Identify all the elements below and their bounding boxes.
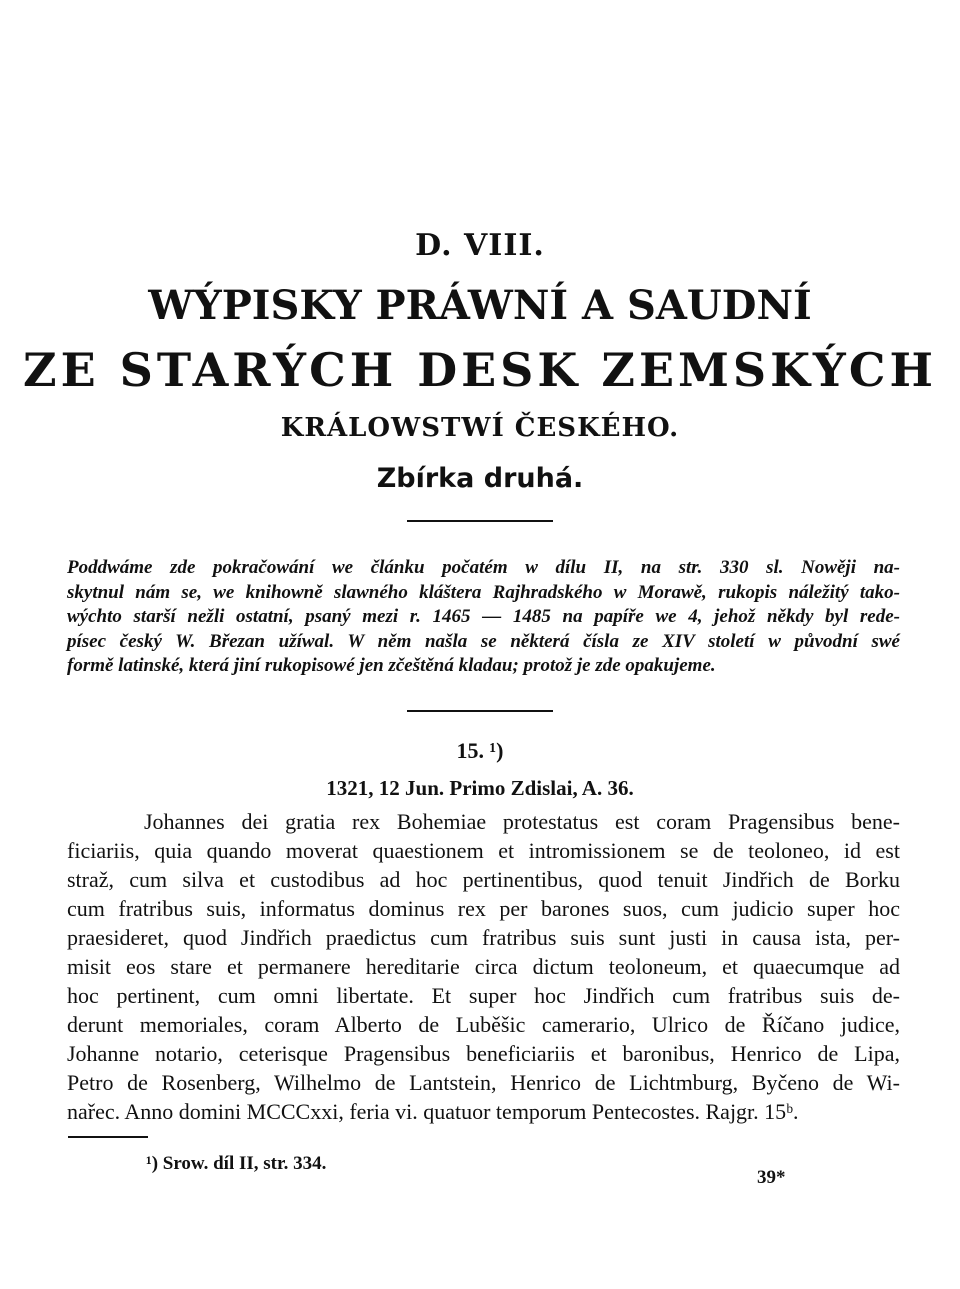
- body-line: praesideret, quod Jindřich praedictus cum fratribus suis sunt justi in causa ista, per-: [67, 925, 900, 950]
- body-line: Johannes dei gratia rex Bohemiae protestatus est coram Pragensibus bene-: [144, 809, 900, 834]
- intro-line: wýchto starší nežli ostatní, psaný mezi r. 1465 — 1485 na papíře we 4, jehož někdy byl rede-: [67, 606, 900, 627]
- title-line-3: KRÁLOWSTWÍ ČESKÉHO.: [280, 413, 680, 443]
- body-line: misit eos stare et permanere hereditarie circa dictum teoloneum, et quaecumque ad: [67, 954, 900, 979]
- page-number: 39*: [757, 1167, 786, 1188]
- footnote: ¹) Srow. díl II, str. 334.: [146, 1153, 327, 1174]
- entry-number: 15. ¹): [456, 738, 504, 763]
- body-line: Johanne notario, ceterisque Pragensibus beneficiariis et baronibus, Henrico de Lipa,: [67, 1041, 900, 1066]
- body-paragraph: [67, 807, 900, 1126]
- title-line-2: ZE STARÝCH DESK ZEMSKÝCH: [22, 343, 937, 397]
- body-line: Petro de Rosenberg, Wilhelmo de Lantstein, Henrico de Lichtmburg, Byčeno de Wi-: [67, 1070, 900, 1095]
- subtitle: Zbírka druhá.: [376, 463, 584, 494]
- body-line: ficiariis, quia quando moverat quaestionem et intromissionem se de teoloneo, id est: [67, 838, 900, 863]
- body-line: straž, cum silva et custodibus ad hoc pertinentibus, quod tenuit Jindřich de Borku: [67, 867, 900, 892]
- divider-middle: [407, 710, 553, 712]
- body-line: cum fratribus suis, informatus dominus rex per barones suos, cum judicio super hoc: [67, 896, 900, 921]
- intro-line: písec český W. Březan užíwal. W něm našla se některá čísla ze XIV století w původní swé: [67, 630, 900, 652]
- body-line: derunt memoriales, coram Alberto de Luběšic camerario, Ulrico de Říčano judice,: [67, 1012, 900, 1037]
- title-line-1: WÝPISKY PRÁWNÍ A SAUDNÍ: [148, 282, 812, 329]
- intro-paragraph: [67, 556, 900, 679]
- body-line: nařec. Anno domini MCCCxxi, feria vi. quatuor temporum Pentecostes. Rajgr. 15ᵇ.: [67, 1099, 799, 1124]
- divider-top: [407, 520, 553, 522]
- section-heading: D. VIII.: [415, 228, 545, 263]
- intro-line: skytnul nám se, we knihowně slawného kláštera Rajhradského w Morawě, rukopis náležitý tako-: [67, 581, 900, 603]
- intro-line: Poddwáme zde pokračowání we článku počatém w dílu II, na str. 330 sl. Nowěji na-: [67, 557, 900, 578]
- entry-date: 1321, 12 Jun. Primo Zdislai, A. 36.: [326, 776, 634, 800]
- intro-line: formě latinské, která jiní rukopisowé jen zčeštěná kladau; protož je zde opakujeme.: [67, 655, 716, 676]
- footnote-rule: [68, 1136, 148, 1138]
- body-line: hoc pertinent, cum omni libertate. Et super hoc Jindřich cum fratribus suis de-: [67, 983, 900, 1008]
